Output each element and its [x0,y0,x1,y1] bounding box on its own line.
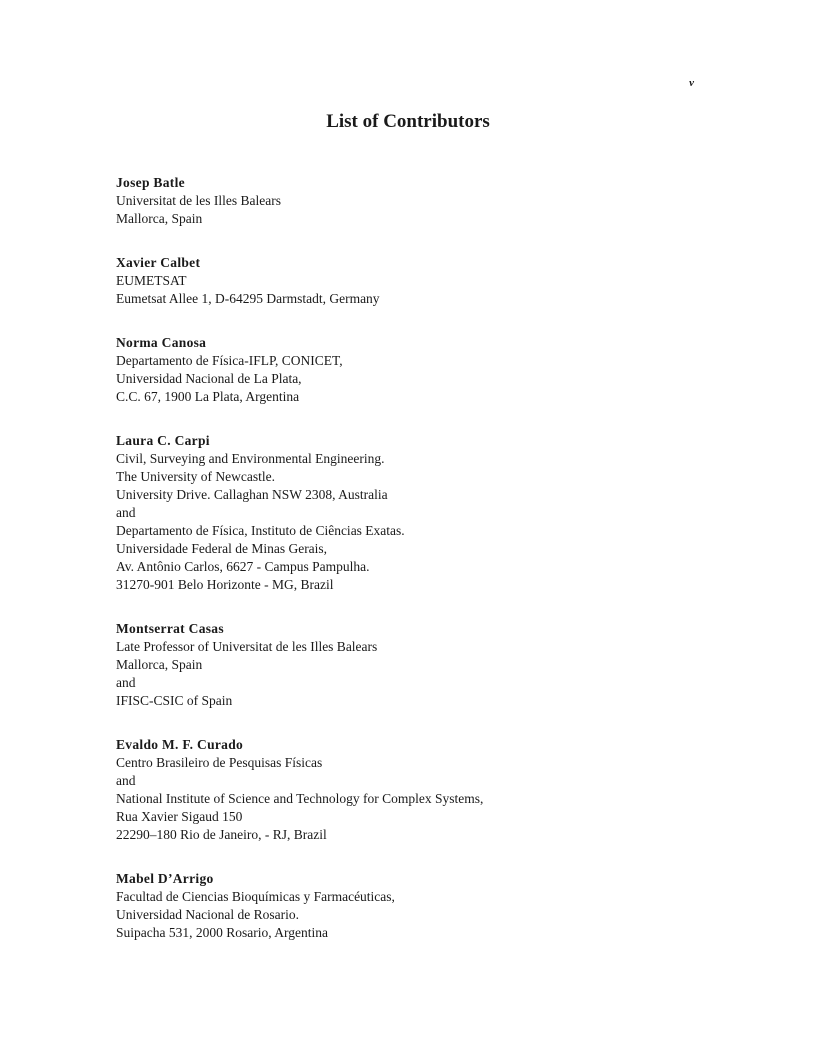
contributor-name: Montserrat Casas [116,621,224,636]
affiliation-line: Rua Xavier Sigaud 150 [116,809,243,824]
affiliation-line: Universitat de les Illes Balears [116,193,281,208]
contributor-entry [116,736,736,844]
affiliation-line: Mallorca, Spain [116,211,203,226]
contributor-entry [116,870,736,942]
contributor-name: Evaldo M. F. Curado [116,737,244,752]
affiliation-line: Universidad Nacional de La Plata, [116,371,302,386]
affiliation-line: Departamento de Física, Instituto de Ciências Exatas. [116,523,405,538]
contributor-list [116,174,736,968]
affiliation-line: and [116,773,136,788]
page-number: v [689,77,694,89]
affiliation-line: Suipacha 531, 2000 Rosario, Argentina [116,925,328,940]
affiliation-line: and [116,675,136,690]
affiliation-line: Centro Brasileiro de Pesquisas Físicas [116,755,323,770]
affiliation-line: 22290–180 Rio de Janeiro, - RJ, Brazil [116,827,327,842]
affiliation-line: 31270-901 Belo Horizonte - MG, Brazil [116,577,334,592]
affiliation-line: Facultad de Ciencias Bioquímicas y Farmacéuticas, [116,889,395,904]
affiliation-line: EUMETSAT [116,273,187,288]
affiliation-line: Late Professor of Universitat de les Illes Balears [116,639,378,654]
contributor-name: Laura C. Carpi [116,433,210,448]
affiliation-line: Civil, Surveying and Environmental Engineering. [116,451,385,466]
affiliation-line: Universidad Nacional de Rosario. [116,907,299,922]
affiliation-line: Mallorca, Spain [116,657,203,672]
contributor-name: Mabel D’Arrigo [116,871,214,886]
affiliation-line: Eumetsat Allee 1, D-64295 Darmstadt, Germany [116,291,380,306]
contributor-name: Xavier Calbet [116,255,201,270]
contributor-entry [116,334,736,406]
contributor-entry [116,174,736,228]
affiliation-line: C.C. 67, 1900 La Plata, Argentina [116,389,300,404]
contributor-name: Norma Canosa [116,335,207,350]
affiliation-line: National Institute of Science and Technology for Complex Systems, [116,791,484,806]
contributor-name: Josep Batle [116,175,185,190]
affiliation-line: IFISC-CSIC of Spain [116,693,233,708]
affiliation-line: Av. Antônio Carlos, 6627 - Campus Pampulha. [116,559,370,574]
affiliation-line: Departamento de Física-IFLP, CONICET, [116,353,343,368]
contributor-entry [116,432,736,594]
affiliation-line: University Drive. Callaghan NSW 2308, Australia [116,487,388,502]
affiliation-line: and [116,505,136,520]
page-title: List of Contributors [326,111,490,132]
affiliation-line: The University of Newcastle. [116,469,275,484]
affiliation-line: Universidade Federal de Minas Gerais, [116,541,328,556]
contributor-entry [116,254,736,308]
contributor-entry [116,620,736,710]
